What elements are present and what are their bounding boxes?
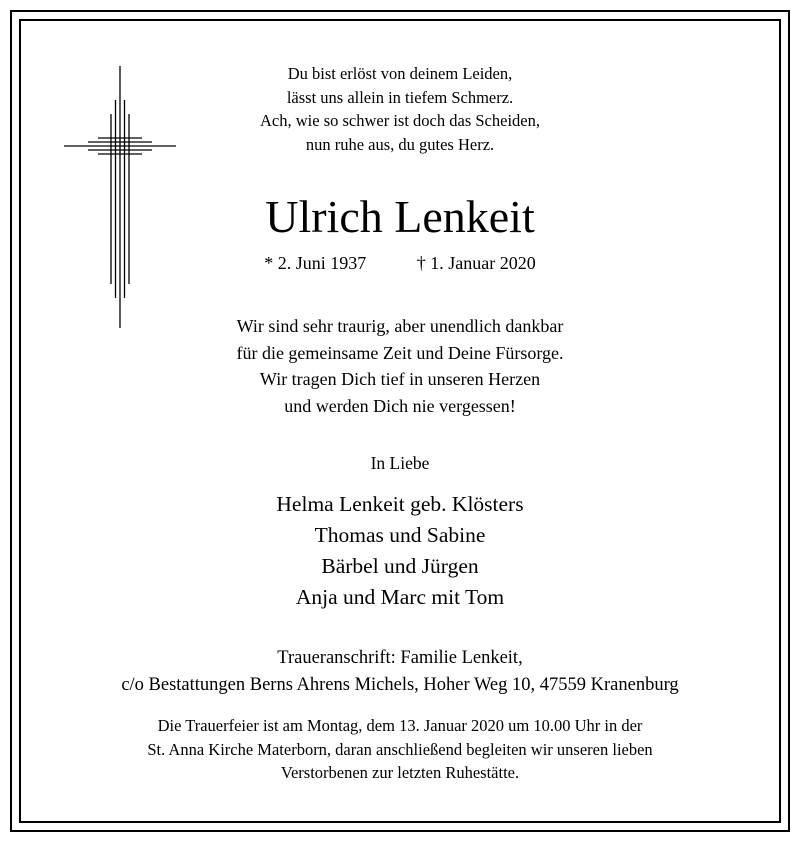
funeral-service-info bbox=[0, 714, 800, 785]
family-member: Bärbel und Jürgen bbox=[321, 554, 479, 578]
family-member: Thomas und Sabine bbox=[314, 523, 486, 547]
address-line: Traueranschrift: Familie Lenkeit, bbox=[277, 648, 523, 668]
life-dates bbox=[0, 250, 800, 276]
poem-line: nun ruhe aus, du gutes Herz. bbox=[305, 134, 495, 154]
in-liebe: In Liebe bbox=[370, 453, 430, 473]
message-line: und werden Dich nie vergessen! bbox=[284, 395, 516, 416]
message-line: Wir sind sehr traurig, aber unendlich dankbar bbox=[236, 316, 564, 336]
family-member: Anja und Marc mit Tom bbox=[295, 585, 505, 609]
poem-line: Ach, wie so schwer ist doch das Scheiden, bbox=[260, 111, 540, 130]
message bbox=[0, 313, 800, 419]
service-line: Die Trauerfeier ist am Montag, dem 13. Januar 2020 um 10.00 Uhr in der bbox=[157, 716, 643, 735]
death-date: † 1. Januar 2020 bbox=[416, 253, 536, 273]
address-line: c/o Bestattungen Berns Ahrens Michels, Hoher Weg 10, 47559 Kranenburg bbox=[121, 675, 679, 695]
family-member: Helma Lenkeit geb. Klösters bbox=[276, 492, 524, 516]
poem-line: lässt uns allein in tiefem Schmerz. bbox=[286, 87, 514, 107]
service-line: St. Anna Kirche Materborn, daran anschließend begleiten wir unseren lieben bbox=[147, 739, 653, 759]
deceased-name: Ulrich Lenkeit bbox=[265, 191, 535, 242]
service-line: Verstorbenen zur letzten Ruhestätte. bbox=[280, 763, 520, 782]
message-line: Wir tragen Dich tief in unseren Herzen bbox=[259, 369, 541, 389]
birth-date: * 2. Juni 1937 bbox=[264, 253, 367, 273]
poem-line: Du bist erlöst von deinem Leiden, bbox=[287, 64, 513, 83]
family-list bbox=[0, 489, 800, 613]
mourning-address bbox=[0, 645, 800, 699]
message-line: für die gemeinsame Zeit und Deine Fürsorge. bbox=[236, 342, 564, 363]
poem bbox=[0, 62, 800, 156]
